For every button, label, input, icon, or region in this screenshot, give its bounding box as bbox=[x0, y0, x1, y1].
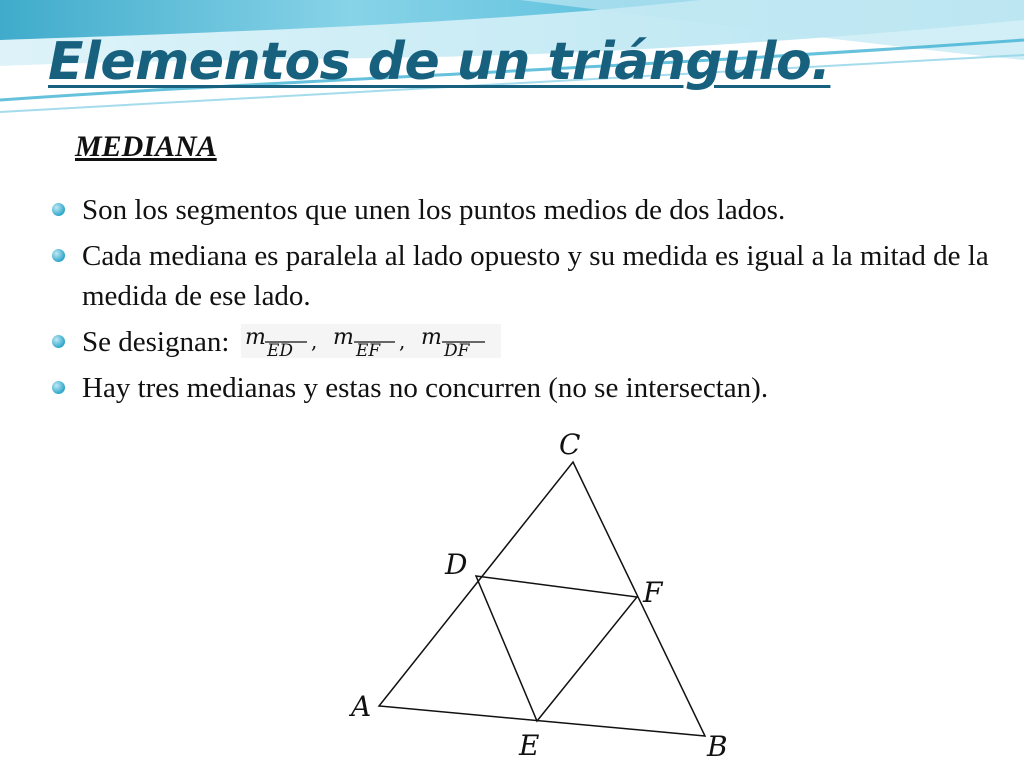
formula-m: m bbox=[420, 325, 442, 351]
bullet-text: Hay tres medianas y estas no concurren (no se intersectan). bbox=[82, 372, 769, 404]
triangle-figure bbox=[345, 410, 745, 765]
bullet-list bbox=[50, 190, 990, 414]
vertex-label-f: F bbox=[643, 576, 663, 609]
bullet-text: Se designan: bbox=[82, 326, 230, 358]
formula-segment-ef: EF bbox=[355, 341, 380, 359]
vertex-label-b: B bbox=[707, 730, 728, 763]
formula-separator: , bbox=[398, 329, 406, 354]
bullet-text: Son los segmentos que unen los puntos medios de dos lados. bbox=[82, 194, 786, 226]
median-notation-formula bbox=[241, 324, 501, 358]
medial-triangle-def bbox=[476, 576, 637, 721]
formula-separator: , bbox=[310, 329, 318, 354]
vertex-label-c: C bbox=[559, 428, 581, 461]
formula-m: m bbox=[332, 325, 354, 351]
bullet-item bbox=[50, 322, 990, 362]
formula-segment-ed: ED bbox=[266, 341, 293, 359]
vertex-label-e: E bbox=[519, 729, 540, 762]
formula-segment-df: DF bbox=[443, 341, 470, 359]
bullet-item bbox=[50, 368, 990, 408]
formula-m: m bbox=[244, 325, 266, 351]
bullet-item bbox=[50, 190, 990, 230]
vertex-label-a: A bbox=[351, 690, 372, 723]
bullet-text: Cada mediana es paralela al lado opuesto y su medida es igual a la mitad de la medida de ese lado. bbox=[82, 240, 989, 312]
bullet-item bbox=[50, 236, 990, 316]
slide-title: Elementos de un triángulo. bbox=[48, 32, 831, 92]
section-subtitle: MEDIANA bbox=[75, 130, 217, 163]
vertex-label-d: D bbox=[445, 548, 468, 581]
